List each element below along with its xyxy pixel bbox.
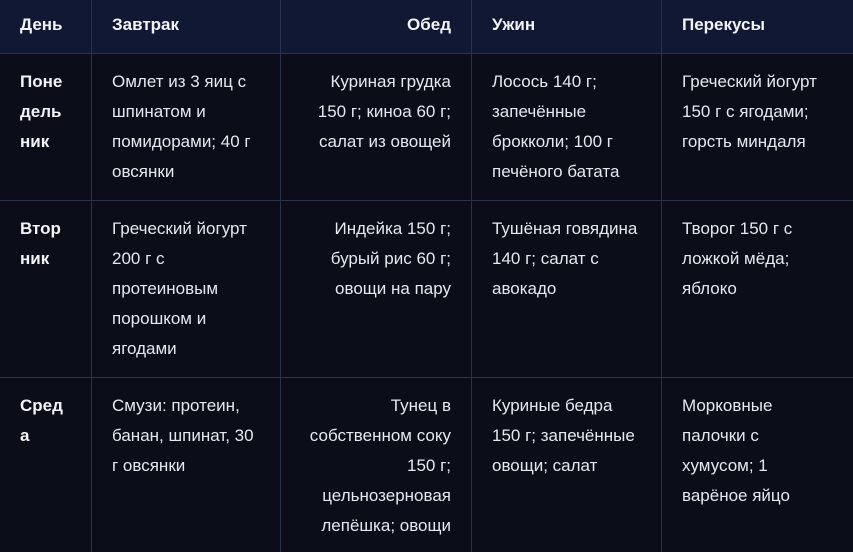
lunch-cell: Индейка 150 г; бурый рис 60 г; овощи на пару [281, 201, 472, 377]
dinner-cell: Лосось 140 г; запечённые брокколи; 100 г печёного батата [472, 54, 662, 200]
table-row [0, 201, 853, 378]
header-lunch: Обед [281, 0, 472, 53]
header-dinner: Ужин [472, 0, 662, 53]
day-cell: Понедельник [0, 54, 92, 200]
table-row [0, 378, 853, 552]
lunch-cell: Тунец в собственном соку 150 г; цельнозерновая лепёшка; овощи [281, 378, 472, 552]
header-day: День [0, 0, 92, 53]
day-cell: Вторник [0, 201, 92, 377]
day-cell: Среда [0, 378, 92, 552]
header-breakfast: Завтрак [92, 0, 281, 53]
snacks-cell: Морковные палочки с хумусом; 1 варёное яйцо [682, 396, 790, 505]
breakfast-cell: Омлет из 3 яиц с шпинатом и помидорами; 40 г овсянки [92, 54, 281, 200]
table-header-row [0, 0, 853, 54]
table-row [0, 54, 853, 201]
breakfast-cell: Смузи: протеин, банан, шпинат, 30 г овсянки [92, 378, 281, 552]
header-snacks: Перекусы [682, 15, 766, 34]
snacks-cell: Творог 150 г с ложкой мёда; яблоко [682, 219, 793, 298]
dinner-cell: Тушёная говядина 140 г; салат с авокадо [472, 201, 662, 377]
breakfast-cell: Греческий йогурт 200 г с протеиновым порошком и ягодами [92, 201, 281, 377]
dinner-cell: Куриные бедра 150 г; запечённые овощи; салат [472, 378, 662, 552]
lunch-cell: Куриная грудка 150 г; киноа 60 г; салат из овощей [281, 54, 472, 200]
snacks-cell: Греческий йогурт 150 г с ягодами; горсть миндаля [682, 72, 817, 151]
